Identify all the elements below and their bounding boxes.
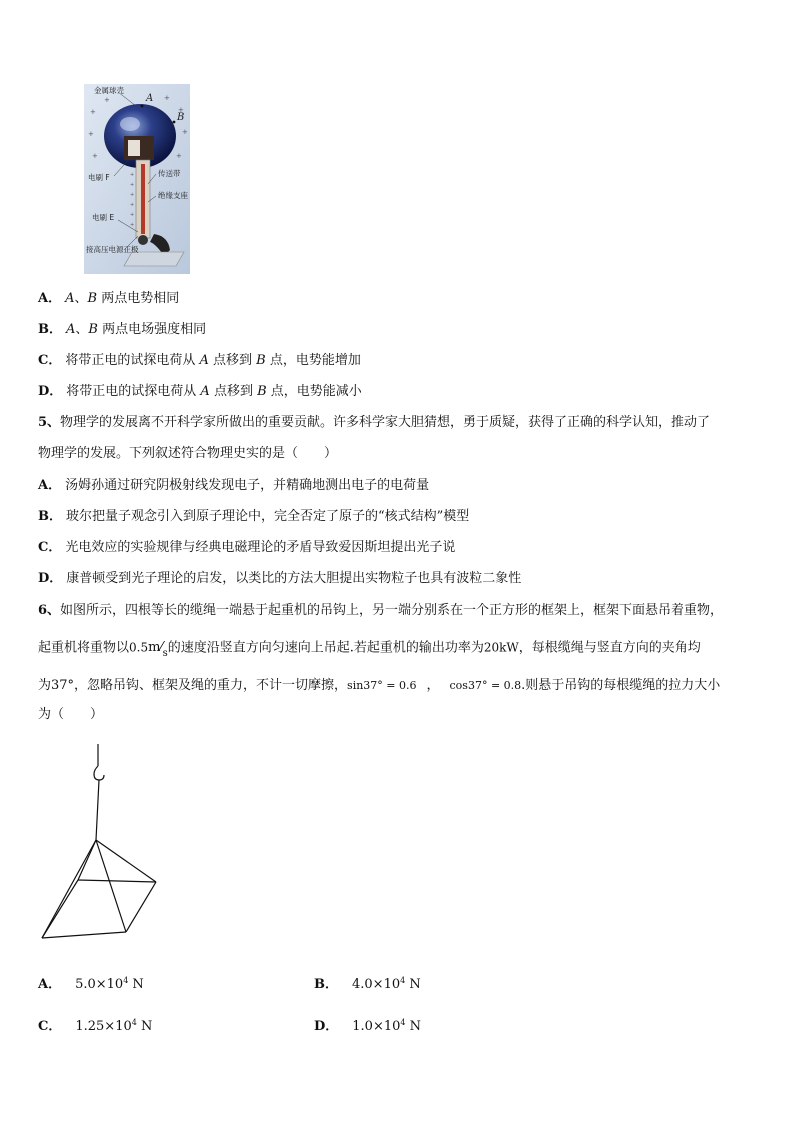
option-text: 、 [75, 322, 89, 337]
q4-option-c[interactable] [38, 352, 361, 370]
option-letter: D． [38, 384, 63, 399]
point-b-ref: B [88, 322, 98, 337]
question-text: 如图所示，四根等长的缆绳一端悬于起重机的吊钩上，另一端分别系在一个正方形的框架上，框架下面悬吊着重物， [60, 603, 724, 618]
value-mantissa: 1.25×10 [75, 1019, 132, 1034]
question-text: 为37°，忽略吊钩、框架及绳的重力，不计一切摩擦， [38, 678, 348, 693]
q6-stem-line4: 为（ ） [38, 707, 104, 722]
van-de-graaff-diagram [84, 84, 190, 274]
label-belt: 传送带 [158, 169, 181, 178]
option-text: 点，电势能减小 [266, 384, 362, 399]
option-letter: A． [38, 291, 62, 306]
option-letter: D． [38, 571, 63, 586]
label-insulator: 绝缘支座 [158, 191, 188, 200]
point-a-ref: A [200, 384, 210, 399]
label-brush-f: 电刷 F [88, 173, 110, 182]
question-number: 6、 [38, 603, 61, 618]
option-text: 两点电势相同 [97, 291, 180, 306]
point-a-ref: A [66, 322, 76, 337]
value-unit: N [405, 1019, 421, 1034]
value-unit: N [405, 977, 421, 992]
q6-stem-line1 [38, 602, 723, 620]
label-point-a: A [146, 93, 154, 104]
crane-frame-figure [36, 744, 162, 944]
point-b-ref: B [257, 384, 267, 399]
q6-option-a[interactable] [38, 972, 144, 994]
value-exponent: 4 [131, 1018, 137, 1027]
label-point-b: B [177, 112, 185, 123]
option-letter: C． [38, 353, 62, 368]
value-mantissa: 5.0×10 [75, 977, 124, 992]
speed-unit: $m⁄_s$ [148, 640, 168, 659]
q4-option-b[interactable] [38, 321, 206, 339]
option-text: 点移到 [208, 353, 257, 368]
label-hv-positive: 接高压电源正极 [86, 245, 139, 254]
option-letter: A． [38, 478, 62, 493]
option-text: 汤姆孙通过研究阴极射线发现电子，并精确地测出电子的电荷量 [65, 478, 430, 493]
unit-numerator: m [148, 640, 161, 655]
option-text: 、 [74, 291, 88, 306]
option-text: 点，电势能增加 [265, 353, 361, 368]
option-letter: C． [38, 1019, 62, 1034]
q5-stem-line2: 物理学的发展。下列叙述符合物理史实的是（ ） [38, 446, 338, 461]
option-letter: B． [38, 509, 62, 524]
point-b-ref: B [87, 291, 98, 306]
svg-text:+: + [130, 212, 135, 218]
option-letter: C． [38, 540, 62, 555]
q6-option-c[interactable] [38, 1014, 152, 1036]
point-a-ref: A [199, 353, 209, 368]
svg-text:+: + [164, 94, 170, 102]
svg-text:+: + [130, 222, 135, 228]
option-value [75, 1019, 152, 1034]
q6-option-d[interactable] [314, 1014, 421, 1036]
point-b-ref: B [256, 353, 266, 368]
svg-text:+: + [176, 152, 182, 160]
q4-option-a[interactable] [38, 290, 179, 308]
value-mantissa: 1.0×10 [352, 1019, 401, 1034]
option-text: 两点电场强度相同 [97, 322, 207, 337]
q5-option-c[interactable] [38, 539, 455, 557]
sin-value: sin37° = 0.6 [347, 679, 417, 692]
option-letter: B． [314, 977, 338, 992]
point-a-ref: A [65, 291, 75, 306]
option-text: 点移到 [209, 384, 258, 399]
option-text: 光电效应的实验规律与经典电磁理论的矛盾导致爱因斯坦提出光子说 [65, 540, 456, 555]
label-brush-e: 电刷 E [92, 213, 115, 222]
svg-text:+: + [92, 152, 98, 160]
svg-text:+: + [90, 108, 96, 116]
option-text: 玻尔把量子观念引入到原子理论中，完全否定了原子的“核式结构”模型 [66, 509, 470, 524]
question-text: 的速度沿竖直方向匀速向上吊起.若起重机的输出功率为 [167, 640, 484, 656]
value-exponent: 4 [400, 976, 406, 985]
van-de-graaff-figure [84, 84, 190, 274]
option-text: 将带正电的试探电荷从 [66, 384, 201, 399]
q5-option-b[interactable] [38, 508, 469, 526]
question-text: ， [426, 678, 440, 693]
option-letter: B． [38, 322, 62, 337]
q6-option-b[interactable] [314, 972, 421, 994]
question-text: ，每根缆绳与竖直方向的夹角均 [518, 640, 701, 656]
speed-value: 0.5 [129, 640, 149, 655]
value-unit: N [136, 1019, 153, 1034]
cos-value: cos37° = 0.8 [449, 679, 522, 692]
q6-stem-line3 [38, 677, 720, 695]
value-unit: N [128, 977, 144, 992]
option-value [75, 977, 144, 992]
question-text: .则悬于吊钩的每根缆绳的拉力大小 [521, 678, 721, 693]
option-letter: D． [314, 1019, 339, 1034]
option-value [352, 1019, 421, 1034]
option-value [352, 977, 421, 992]
svg-text:+: + [178, 106, 184, 114]
svg-text:+: + [88, 130, 94, 138]
q4-option-d[interactable] [38, 383, 362, 401]
question-text: 起重机将重物以 [38, 640, 130, 656]
hook-icon [94, 766, 104, 780]
label-metal-shell: 金属球壳 [94, 86, 124, 95]
value-exponent: 4 [400, 1018, 406, 1027]
question-text: 物理学的发展离不开科学家所做出的重要贡献。许多科学家大胆猜想，勇于质疑，获得了正确的科学认知，推动了 [60, 415, 711, 430]
q5-stem-line1 [38, 414, 710, 432]
value-mantissa: 4.0×10 [352, 977, 401, 992]
unit-denominator: s [162, 648, 168, 659]
svg-text:+: + [130, 202, 135, 208]
crane-frame-diagram [36, 744, 162, 944]
q5-option-d[interactable] [38, 570, 521, 588]
q6-stem-line2 [38, 638, 701, 658]
question-number: 5、 [38, 415, 61, 430]
svg-text:+: + [130, 192, 135, 198]
value-exponent: 4 [123, 976, 129, 985]
option-letter: A． [38, 977, 62, 992]
option-text: 康普顿受到光子理论的启发，以类比的方法大胆提出实物粒子也具有波粒二象性 [66, 571, 522, 586]
svg-text:+: + [130, 172, 135, 178]
svg-text:+: + [130, 182, 135, 188]
option-text: 将带正电的试探电荷从 [65, 353, 200, 368]
svg-text:+: + [182, 128, 188, 136]
q5-option-a[interactable] [38, 477, 429, 495]
power-value: 20kW [483, 640, 519, 655]
svg-text:+: + [104, 96, 110, 104]
